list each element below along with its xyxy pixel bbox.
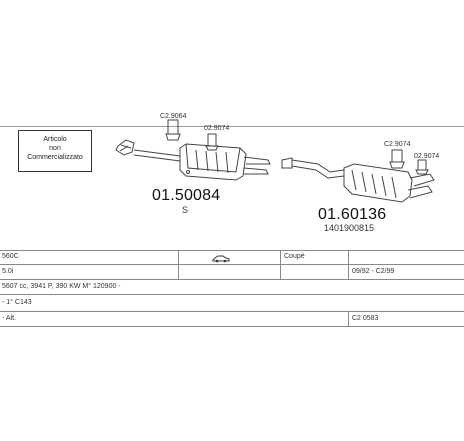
table-line-2 [0,264,464,265]
part-suffix-1: S [182,205,189,215]
row5-alt: - Alt. [2,315,17,322]
notice-line-2: non [49,145,61,152]
row2-engine: 5.0i [2,268,14,275]
clamp-code-3: C2.9074 [384,141,411,148]
clamp-code-4: 02.9074 [414,153,440,160]
table-col-divider-2 [280,250,281,279]
notice-line-1: Articolo [43,136,67,143]
part-number-1: 01.50084 [152,187,221,204]
car-icon [212,254,230,263]
clamp-2-drawing [206,134,218,150]
clamp-3-drawing [390,150,404,168]
clamp-code-1: C2.9064 [160,113,187,120]
table-line-3 [0,279,464,280]
table-line-4 [0,294,464,295]
row1-model: 560C [2,253,19,260]
row3-specs: 5607 cc, 3941 P, 390 KW M° 120900 - [2,283,121,290]
table-col-divider-4 [348,311,349,326]
table-line-6 [0,326,464,327]
row1-body-type: Coupé [284,253,305,260]
clamp-4-drawing [416,160,428,174]
part-secondary-code-2: 1401900815 [324,223,375,233]
notice-line-3: Commercializzato [27,154,83,161]
table-line-5 [0,311,464,312]
table-line-1 [0,250,464,251]
middle-silencer-drawing [116,140,270,180]
part-number-2: 01.60136 [318,206,387,223]
row2-years: 09/92 - C2/99 [352,268,395,275]
rear-silencer-drawing [282,158,434,202]
clamp-code-2: 02.9074 [204,125,230,132]
row5-code: C2 0583 [352,315,379,322]
table-col-divider-3 [348,250,349,279]
table-col-divider-1 [178,250,179,279]
row4-note: - 1° C143 [2,299,32,306]
clamp-1-drawing [166,120,180,140]
